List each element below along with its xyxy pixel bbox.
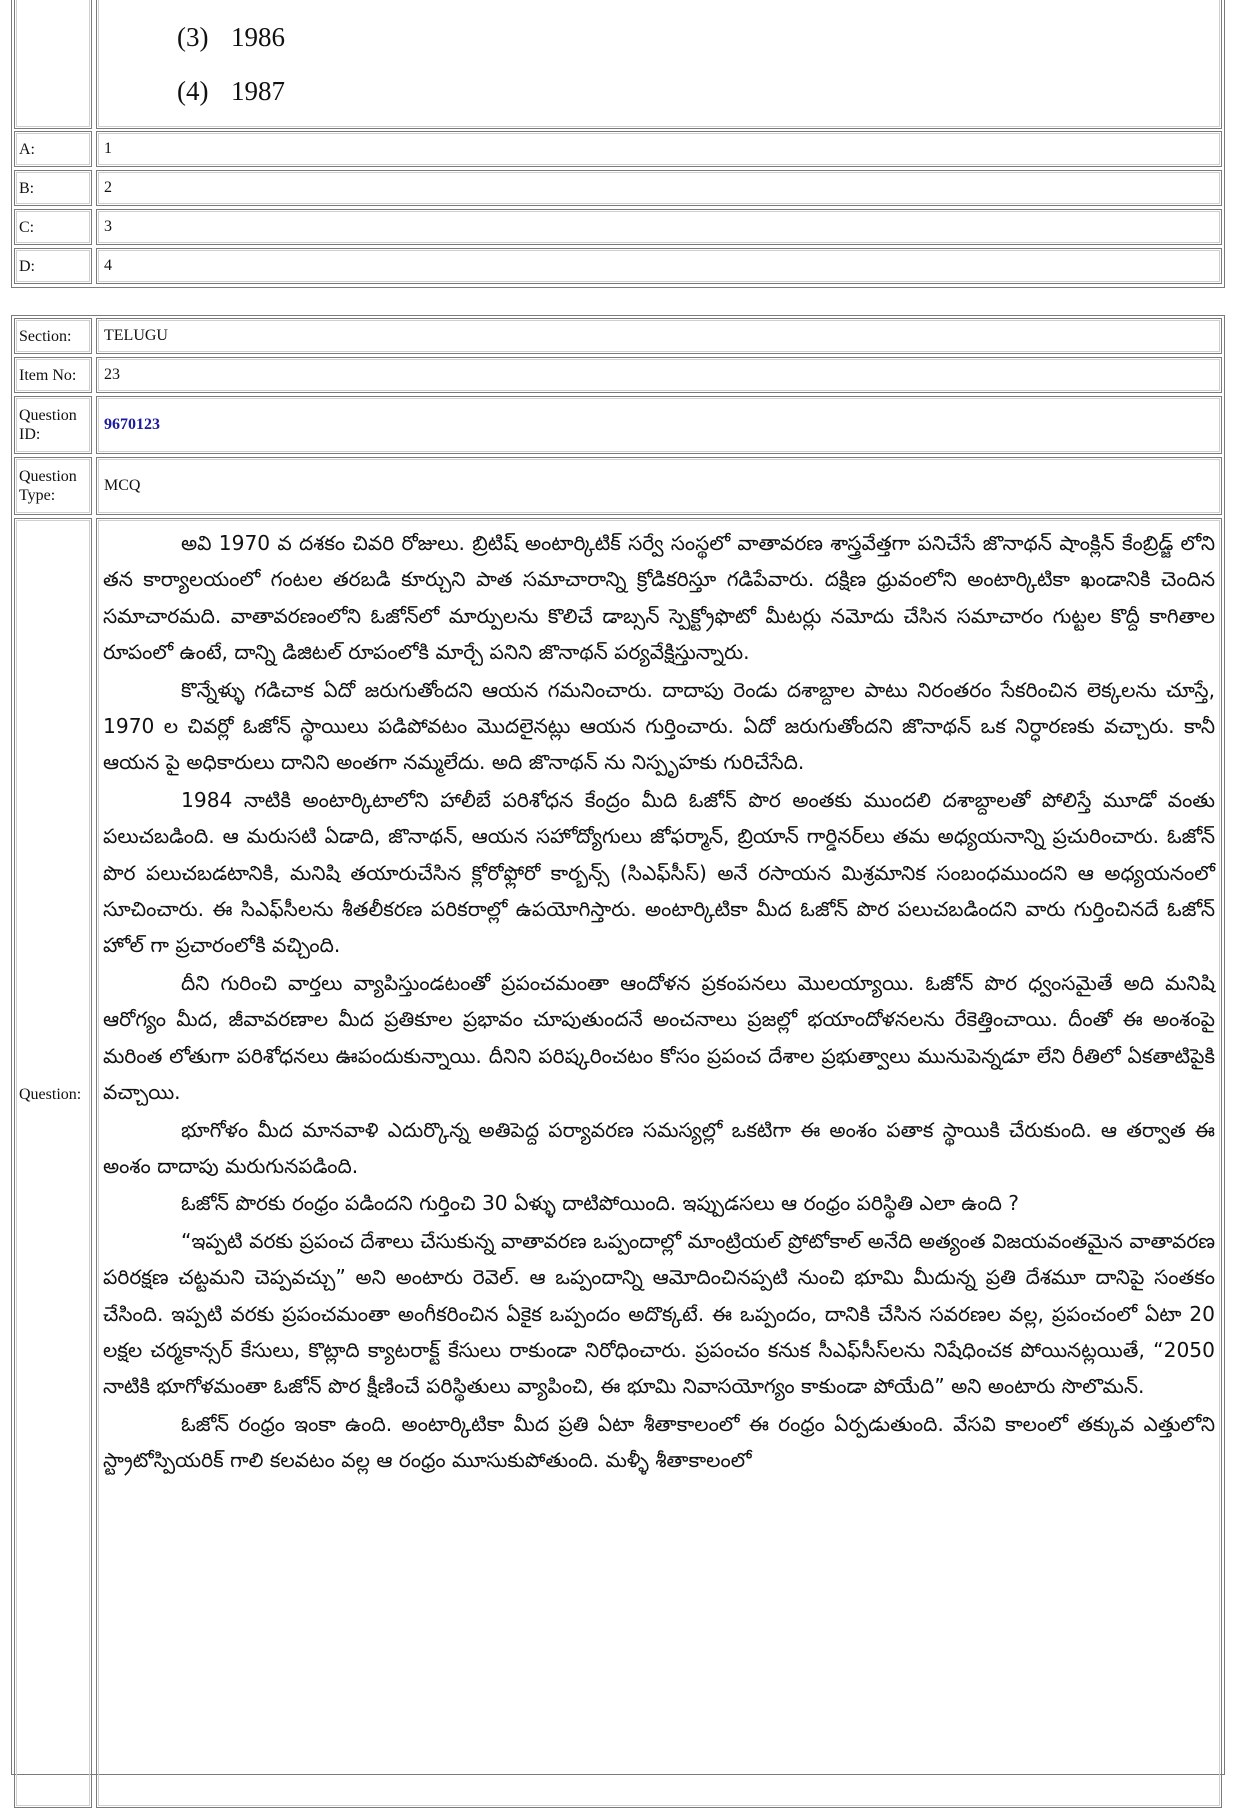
previous-item-table [11,0,1225,288]
answer-label: C: [14,209,92,245]
item-no-label: Item No: [14,357,92,393]
passage-paragraph: ఓజోన్ పొరకు రంధ్రం పడిందని గుర్తించి 30 ఏళ్ళు దాటిపోయింది. ఇప్పుడసలు ఆ రంధ్రం పరిస్థితి ఎలా ఉంది ? [181,1191,1020,1216]
answer-label: D: [14,248,92,284]
option-4: (4) 1987 [177,76,285,106]
answer-label: B: [14,170,92,206]
question-label: Question: [14,518,92,1808]
passage-paragraph: కొన్నేళ్ళు గడిచాక ఏదో జరుగుతోందని ఆయన గమనించారు. దాదాపు రెండు దశాబ్దాల పాటు నిరంతరం సేకరించిన లెక్కలను చూస్తే, 1970 ల చివర్లో ఓజోన్ స్థాయిలు పడిపోవటం మొదలైనట్లు ఆయన గుర్తించారు. ఏదో జరుగుతోందని జొనాథన్ ఒక నిర్ధారణకు వచ్చారు. కానీ ఆయన పై అధికారులు దానిని అంతగా నమ్మలేదు. అది జొనాథన్ ను నిస్పృహకు గురిచేసేది. [103,677,1215,775]
passage-paragraph: దీని గురించి వార్తలు వ్యాపిస్తుండటంతో ప్రపంచమంతా ఆందోళన ప్రకంపనలు మొలయ్యాయి. ఓజోన్ పొర ధ్వంసమైతే అది మనిషి ఆరోగ్యం మీద, జీవావరణాల మీద ప్రతికూల ప్రభావం చూపుతుందనే అంచనాలు ప్రజల్లో భయాందోళనలను రేకెత్తించాయి. దీంతో ఈ అంశంపై మరింత లోతుగా పరిశోధనలు ఊపందుకున్నాయి. దీనిని పరిష్కరించటం కోసం ప్రపంచ దేశాల ప్రభుత్వాలు మునుపెన్నడూ లేని రీతిలో ఏకతాటిపైకి వచ్చాయి. [103,970,1215,1105]
section-value: TELUGU [96,318,1222,354]
option-3: (3) 1986 [177,22,285,52]
question-item-table [11,315,1225,1775]
passage-paragraph: ఓజోన్ రంధ్రం ఇంకా ఉంది. అంటార్కిటికా మీద ప్రతి ఏటా శీతాకాలంలో ఈ రంధ్రం ఏర్పడుతుంది. వేసవి కాలంలో తక్కువ ఎత్తులోని స్ట్రాటోస్పియరిక్ గాలి కలవటం వల్ల ఆ రంధ్రం మూసుకుపోతుంది. మళ్ళీ శీతాకాలంలో [103,1411,1215,1473]
answer-row-c [14,209,1222,245]
question-body [96,518,1222,1808]
answer-row-d [14,248,1222,284]
question-type-row [14,457,1222,515]
question-type-label: Question Type: [14,457,92,515]
section-label: Section: [14,318,92,354]
answer-value: 4 [96,248,1222,284]
question-row [14,518,1222,1808]
answer-value: 2 [96,170,1222,206]
previous-options-row [14,0,1222,129]
answer-value: 3 [96,209,1222,245]
passage-paragraph: 1984 నాటికి అంటార్కిటాలోని హాలీబే పరిశోధన కేంద్రం మీది ఓజోన్ పొర అంతకు ముందలి దశాబ్దాలతో పోలిస్తే మూడో వంతు పలుచబడింది. ఆ మరుసటి ఏడాది, జొనాథన్, ఆయన సహోద్యోగులు జోఫర్మాన్, బ్రియాన్ గార్డినర్‌లు తమ అధ్యయనాన్ని ప్రచురించారు. ఓజోన్ పొర పలుచబడటానికి, మనిషి తయారుచేసిన క్లోరోఫ్లోరో కార్బన్స్ (సిఎఫ్‌సీస్) అనే రసాయన మిశ్రమానిక సంబంధముందని ఆ అధ్యయనంలో సూచించారు. ఈ సిఎఫ్‌సీలను శీతలీకరణ పరికరాల్లో ఉపయోగిస్తారు. అంటార్కిటికా మీద ఓజోన్ పొర పలుచబడిందని వారు గుర్తించినదే ఓజోన్ హోల్ గా ప్రచారంలోకి వచ్చింది. [103,787,1215,958]
question-id-row [14,396,1222,454]
question-id-label: Question ID: [14,396,92,454]
answer-label: A: [14,131,92,167]
question-passage [103,525,1215,1480]
passage-paragraph: అవి 1970 వ దశకం చివరి రోజులు. బ్రిటిష్ అంటార్కిటిక్ సర్వే సంస్థలో వాతావరణ శాస్త్రవేత్తగా పనిచేసే జొనాథన్ షాంక్లిన్ కేంబ్రిడ్జ్ లోని తన కార్యాలయంలో గంటల తరబడి కూర్చుని పాత సమాచారాన్ని క్రోడికరిస్తూ గడిపేవారు. దక్షిణ ధ్రువంలోని అంటార్కిటికా ఖండానికి చెందిన సమాచారమది. వాతావరణంలోని ఓజోన్‌లో మార్పులను కొలిచే డాబ్సన్ స్పెక్ట్రోఫొటో మీటర్లు నమోదు చేసిన సమాచారం గుట్టల కొద్దీ కాగితాల రూపంలో ఉంటే, దాన్ని డిజిటల్ రూపంలోకి మార్చే పనిని జొనాథన్ పర్యవేక్షిస్తున్నారు. [103,531,1215,665]
question-id-link[interactable]: 9670123 [104,416,160,433]
options-cell [96,0,1222,129]
question-id-value [96,396,1222,454]
passage-paragraph: భూగోళం మీద మానవాళి ఎదుర్కొన్న అతిపెద్ద పర్యావరణ సమస్యల్లో ఒకటిగా ఈ అంశం పతాక స్థాయికి చేరుకుంది. ఆ తర్వాత ఈ అంశం దాదాపు మరుగునపడింది. [103,1117,1215,1178]
item-no-value: 23 [96,357,1222,393]
item-no-row [14,357,1222,393]
passage-paragraph: “ఇప్పటి వరకు ప్రపంచ దేశాలు చేసుకున్న వాతావరణ ఒప్పందాల్లో మాంట్రియల్ ప్రోటోకాల్ అనేది అత్యంత విజయవంతమైన వాతావరణ పరిరక్షణ చట్టమని చెప్పవచ్చు” అని అంటారు రెవెల్. ఆ ఒప్పందాన్ని ఆమోదించినప్పటి నుంచి భూమి మీదున్న ప్రతి దేశమూ దానిపై సంతకం చేసింది. ఇప్పటి వరకు ప్రపంచమంతా అంగీకరించిన ఏకైక ఒప్పందం అదొక్కటే. ఈ ఒప్పందం, దానికి చేసిన సవరణల వల్ల, ప్రపంచంలో ఏటా 20 లక్షల చర్మకాన్సర్ కేసులు, కొట్లాది క్యాటరాక్ట్ కేసులు రాకుండా నిరోధించారు. ప్రపంచం కనుక సీఎఫ్‌సీస్‌లను నిషేధించక పోయినట్లయితే, “2050 నాటికి భూగోళమంతా ఓజోన్ పొర క్షీణించే పరిస్థితులు వ్యాపించి, ఈ భూమి నివాసయోగ్యం కాకుండా పోయేది” అని అంటారు సొలొమన్. [103,1228,1215,1399]
section-row [14,318,1222,354]
question-type-value: MCQ [96,457,1222,515]
answer-row-a [14,131,1222,167]
answer-value: 1 [96,131,1222,167]
answer-row-b [14,170,1222,206]
options-label-cell [14,0,92,129]
